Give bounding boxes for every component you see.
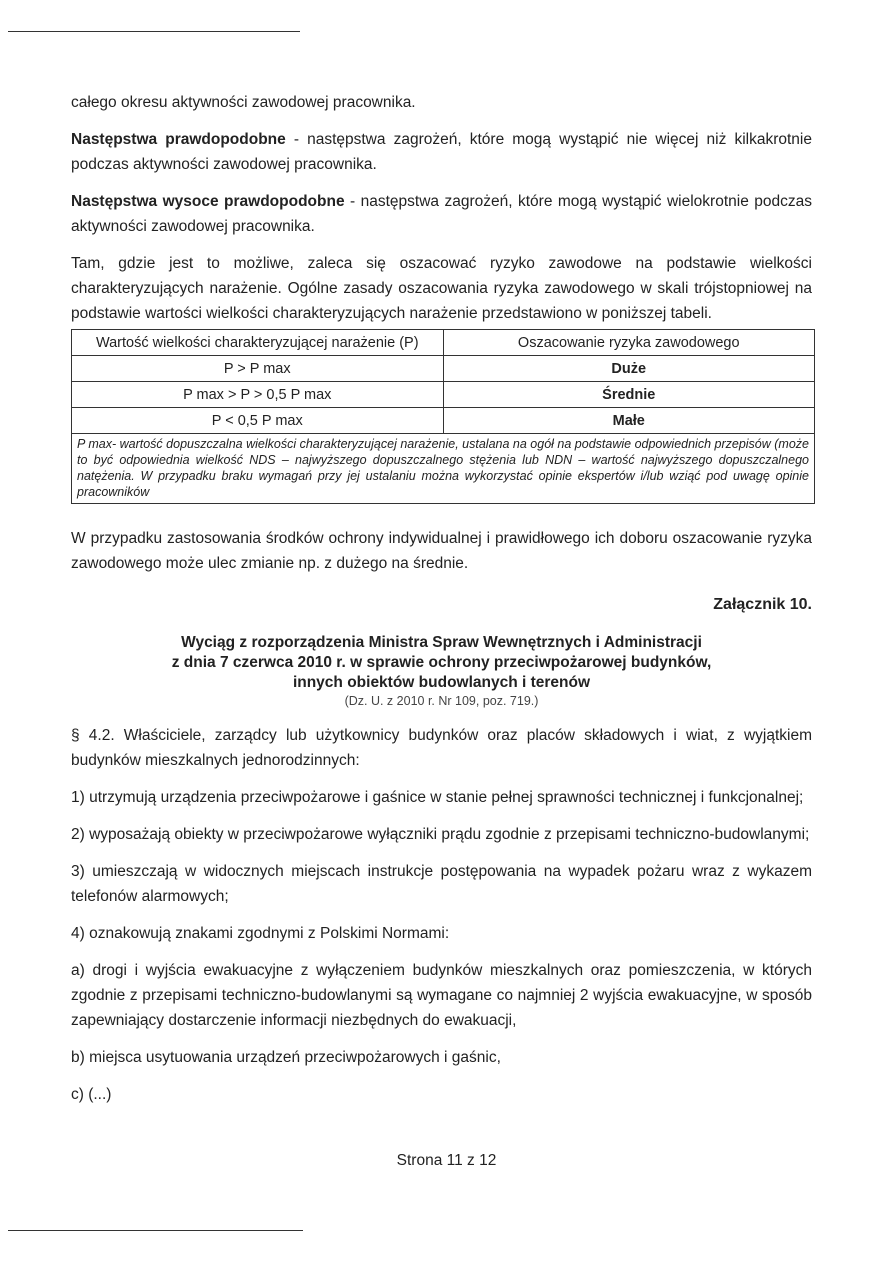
document-page: [71, 90, 812, 1107]
table-cell-condition: P max > P > 0,5 P max: [72, 382, 444, 408]
paragraph-risk-estimation: Tam, gdzie jest to możliwe, zaleca się oszacować ryzyko zawodowe na podstawie wielkości charakteryzujących narażenie. Ogólne zasady oszacowania ryzyka zawodowego w skali trójstopniowej na podstawie wartości wielkości charakteryzujących narażenie przedstawiono w poniższej tabeli.: [71, 255, 812, 322]
attachment-label: Załącznik 10.: [713, 596, 812, 613]
regulation-reference: (Dz. U. z 2010 r. Nr 109, poz. 719.): [344, 694, 539, 708]
table-cell-condition: P > P max: [72, 356, 444, 382]
regulation-item-4b: b) miejsca usytuowania urządzeń przeciwpożarowych i gaśnic,: [71, 1049, 501, 1066]
table-header-risk: Oszacowanie ryzyka zawodowego: [443, 330, 815, 356]
heading-line-3: innych obiektów budowlanych i terenów: [292, 674, 591, 691]
table-note: P max- wartość dopuszczalna wielkości charakteryzującej narażenie, ustalana na ogół na podstawie odpowiednich przepisów (może to być odpowiednia wielkość NDS – najwyższego dopuszczalnego stężenia lub NDN – wartość najwyższego dopuszczalnego natężenia. W przypadku braku wymagań przy jej ustalaniu można wykorzystać opinie ekspertów i/lub wziąć pod uwagę opinie pracowników: [72, 434, 815, 504]
table-cell-risk: Średnie: [443, 382, 815, 408]
regulation-heading: [71, 633, 812, 693]
table-note-row: [72, 434, 815, 504]
regulation-item-3: 3) umieszczają w widocznych miejscach instrukcje postępowania na wypadek pożaru wraz z wykazem telefonów alarmowych;: [71, 863, 812, 905]
page-number: Strona 11 z 12: [396, 1152, 497, 1169]
table-row: [72, 382, 815, 408]
regulation-item-4c: c) (...): [71, 1086, 112, 1103]
definition-highly-probable: - następstwa zagrożeń, które mogą wystąpić wielokrotnie podczas aktywności zawodowej pracownika.: [71, 193, 812, 235]
heading-line-2: z dnia 7 czerwca 2010 r. w sprawie ochrony przeciwpożarowej budynków,: [171, 654, 712, 671]
table-cell-condition: P < 0,5 P max: [72, 408, 444, 434]
table-cell-risk: Duże: [443, 356, 815, 382]
term-highly-probable: Następstwa wysoce prawdopodobne: [71, 193, 345, 210]
table-row: [72, 356, 815, 382]
regulation-item-1: 1) utrzymują urządzenia przeciwpożarowe i gaśnice w stanie pełnej sprawności technicznej i funkcjonalnej;: [71, 789, 804, 806]
table-cell-risk: Małe: [443, 408, 815, 434]
definition-probable: - następstwa zagrożeń, które mogą wystąpić nie więcej niż kilkakrotnie podczas aktywności zawodowej pracownika.: [71, 131, 812, 173]
regulation-item-2: 2) wyposażają obiekty w przeciwpożarowe wyłączniki prądu zgodnie z przepisami techniczno-budowlanymi;: [71, 826, 810, 843]
table-header-exposure: Wartość wielkości charakteryzującej narażenie (P): [72, 330, 444, 356]
table-row: [72, 408, 815, 434]
term-probable: Następstwa prawdopodobne: [71, 131, 286, 148]
paragraph-highly-probable-consequences: [71, 189, 812, 239]
regulation-section-intro: § 4.2. Właściciele, zarządcy lub użytkownicy budynków oraz placów składowych i wiat, z wyjątkiem budynków mieszkalnych jednorodzinnych:: [71, 727, 812, 769]
paragraph-continuation: całego okresu aktywności zawodowej pracownika.: [71, 94, 416, 111]
risk-table: [71, 329, 815, 504]
bottom-divider: [8, 1230, 303, 1231]
regulation-item-4: 4) oznakowują znakami zgodnymi z Polskimi Normami:: [71, 925, 450, 942]
table-header-row: [72, 330, 815, 356]
top-divider: [8, 31, 300, 32]
heading-line-1: Wyciąg z rozporządzenia Ministra Spraw Wewnętrznych i Administracji: [181, 634, 702, 651]
regulation-item-4a: a) drogi i wyjścia ewakuacyjne z wyłączeniem budynków mieszkalnych oraz pomieszczenia, w których zgodnie z przepisami techniczno-budowlanymi są wymagane co najmniej 2 wyjścia ewakuacyjne, w sposób zapewniający dostarczenie informacji niezbędnych do ewakuacji,: [71, 962, 812, 1029]
paragraph-probable-consequences: [71, 127, 812, 177]
paragraph-protection-means: W przypadku zastosowania środków ochrony indywidualnej i prawidłowego ich doboru oszacowanie ryzyka zawodowego może ulec zmianie np. z dużego na średnie.: [71, 530, 812, 572]
